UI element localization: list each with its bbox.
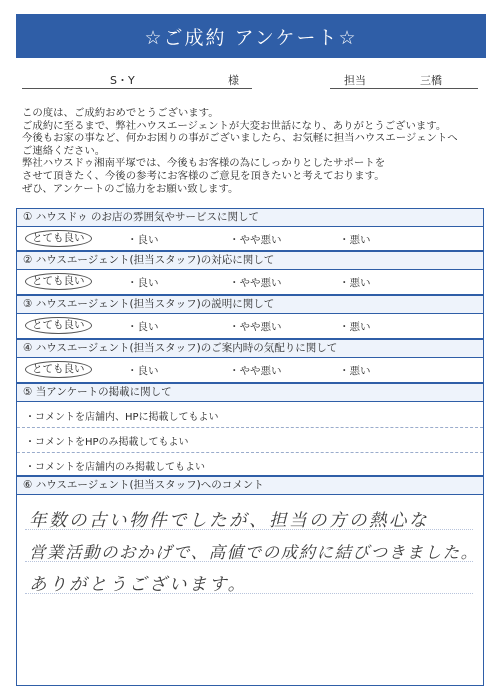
permission-option-hp-only[interactable]: ・コメントをHPのみ掲載してもよい: [25, 437, 189, 448]
intro-line: させて頂きたく、今後の参考にお客様のご意見を頂きたいと考えております。: [22, 169, 385, 182]
rating-options: [17, 227, 483, 251]
staff-label: 担当: [344, 74, 366, 87]
name-row: [22, 66, 478, 90]
permission-options: [17, 402, 483, 476]
intro-line: ご連絡ください。: [22, 144, 106, 157]
option-good[interactable]: ・良い: [127, 277, 159, 289]
option-somewhat-bad[interactable]: ・やや悪い: [229, 365, 282, 377]
option-good[interactable]: ・良い: [127, 321, 159, 333]
option-bad[interactable]: ・悪い: [339, 365, 371, 377]
comment-section: [16, 476, 484, 686]
staff-name: 三橋: [420, 74, 442, 87]
permission-option-store-only[interactable]: ・コメントを店舗内のみ掲載してもよい: [25, 462, 205, 473]
intro-line: ぜひ、アンケートのご協力をお願い致します。: [22, 182, 239, 195]
option-bad[interactable]: ・悪い: [339, 234, 371, 246]
option-bad[interactable]: ・悪い: [339, 321, 371, 333]
option-bad[interactable]: ・悪い: [339, 277, 371, 289]
publication-permission: [16, 383, 484, 476]
option-very-good-selected[interactable]: とても良い: [25, 317, 92, 334]
permission-option-store-and-hp[interactable]: ・コメントを店舗内、HPに掲載してもよい: [25, 412, 219, 423]
customer-name: S・Y: [110, 74, 135, 87]
rating-options: [17, 270, 483, 294]
option-good[interactable]: ・良い: [127, 234, 159, 246]
page-title: ☆ご成約 アンケート☆: [144, 26, 358, 49]
option-somewhat-bad[interactable]: ・やや悪い: [229, 321, 282, 333]
question-label: ③ ハウスエージェント(担当スタッフ)の説明に関して: [17, 296, 483, 314]
rating-options: [17, 314, 483, 338]
option-very-good-selected[interactable]: とても良い: [25, 230, 92, 247]
question-3: [16, 295, 484, 339]
handwritten-comment-line: 営業活動のおかげで、高値での成約に結びつきました。: [29, 543, 479, 562]
option-very-good-selected[interactable]: とても良い: [25, 361, 92, 378]
question-label: ④ ハウスエージェント(担当スタッフ)のご案内時の気配りに関して: [17, 340, 483, 358]
option-somewhat-bad[interactable]: ・やや悪い: [229, 234, 282, 246]
question-label: ① ハウスドゥ のお店の雰囲気やサービスに関して: [17, 209, 483, 227]
intro-line: ご成約に至るまで、弊社ハウスエージェントが大変お世話になり、ありがとうございます。: [22, 119, 447, 132]
question-4: [16, 339, 484, 383]
option-good[interactable]: ・良い: [127, 365, 159, 377]
option-somewhat-bad[interactable]: ・やや悪い: [229, 277, 282, 289]
name-underline: [22, 88, 252, 89]
handwritten-comment-line: ありがとうございます。: [29, 575, 248, 595]
intro-line: 弊社ハウスドゥ湘南平塚では、今後もお客様の為にしっかりとしたサポートを: [22, 157, 386, 170]
divider: [17, 427, 483, 428]
rating-options: [17, 358, 483, 382]
question-2: [16, 251, 484, 295]
handwritten-comment-line: 年数の古い物件でしたが、担当の方の熱心な: [29, 511, 429, 531]
intro-line: この度は、ご成約おめでとうございます。: [22, 107, 219, 119]
staff-underline: [330, 88, 478, 89]
intro-text: [22, 107, 482, 195]
option-very-good-selected[interactable]: とても良い: [25, 273, 92, 290]
section-label: ⑥ ハウスエージェント(担当スタッフ)へのコメント: [17, 477, 483, 495]
section-label: ⑤ 当アンケートの掲載に関して: [17, 384, 483, 402]
divider: [17, 452, 483, 453]
title-banner: [16, 14, 486, 58]
intro-line: 今後もお家の事など、何かお困りの事がございましたら、お気軽に担当ハウスエージェントへ: [22, 132, 458, 145]
honorific: 様: [228, 74, 239, 87]
question-1: [16, 208, 484, 251]
comment-area[interactable]: [17, 495, 483, 686]
question-label: ② ハウスエージェント(担当スタッフ)の対応に関して: [17, 252, 483, 270]
